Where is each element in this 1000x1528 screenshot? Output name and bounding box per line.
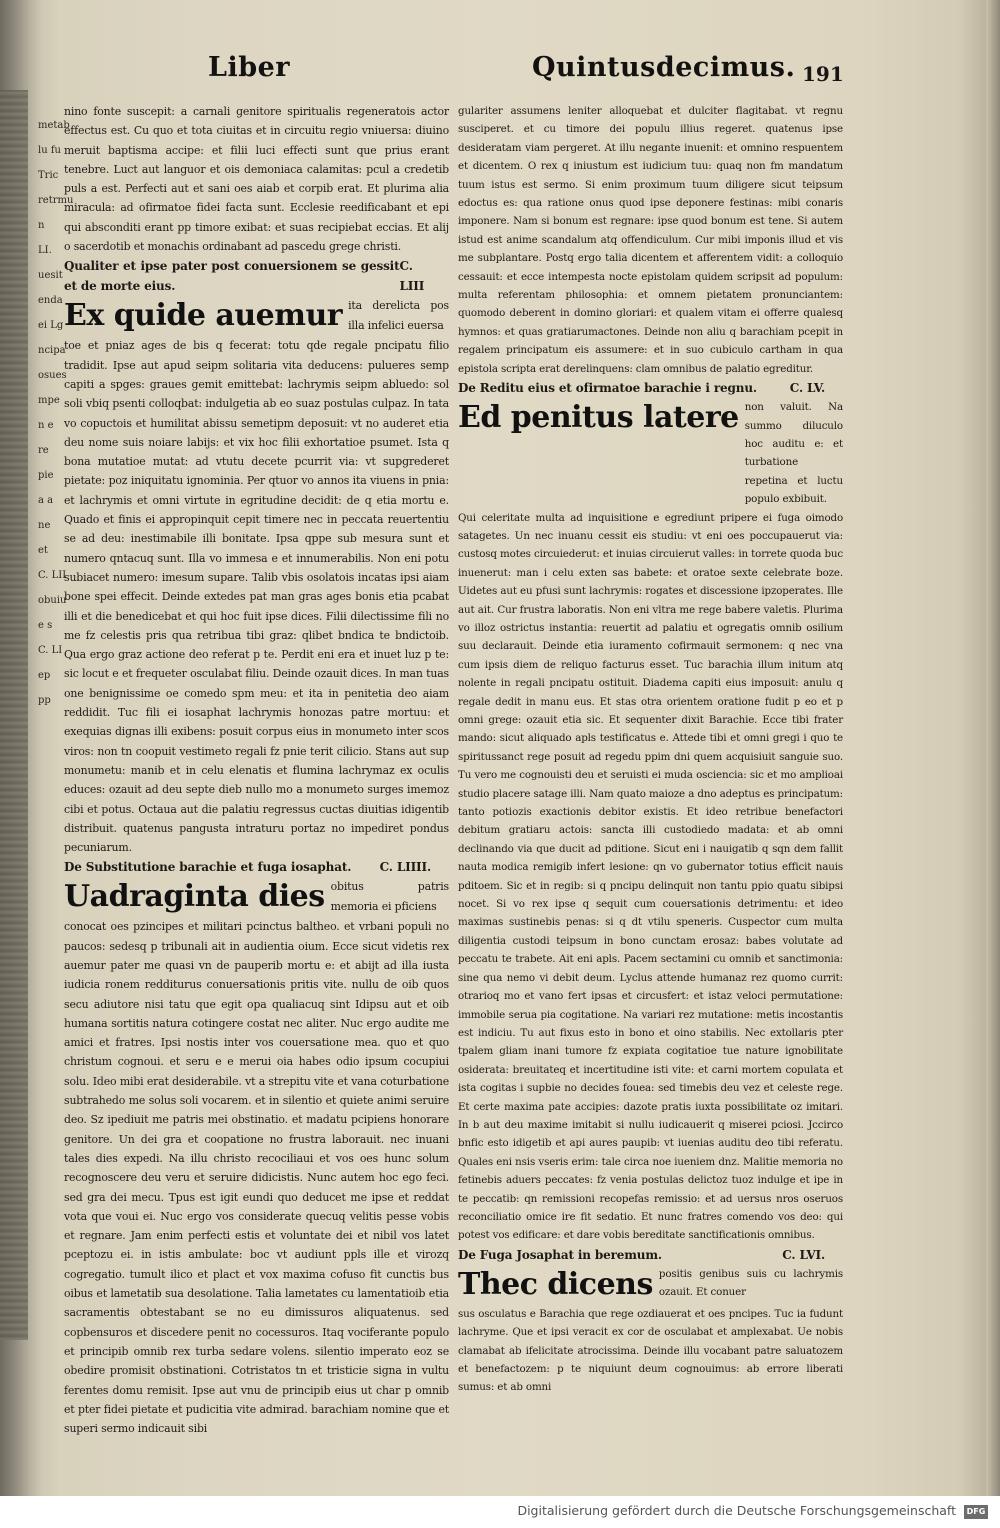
chapter-number: C. LVI.	[782, 1247, 825, 1262]
facing-page-fragment: LI.	[38, 245, 52, 256]
chapter-number: C. LIIII.	[379, 860, 431, 875]
facing-page-fragment: ep	[38, 670, 51, 681]
facing-page-fragment: lu fu	[38, 145, 61, 156]
facing-page-text-fragments	[38, 120, 74, 1320]
paragraph: toe et pniaz ages de bis q fecerat: totu qde regale pncipatu filio tradidit. Ipse aut apud seipm solitaria vita deducens: pulueres semp capiti a spges: graues gemit emittebat: lachrymis seipm abluedo: sol soli vbiq psenti colloqbat: indulgetia ab eo suaz postulas culpaz. In tata vo copuctois et humilitat abissu semetipm deposuit: vt no auderet etia deu nome suis noiare labijs: et vix hoc filii exhortatioe psumet. Ista q bona mutatioe mutat: ad vtutu decete pcurrit via: vt supgrederet pietate: poz iniquitatu ignominia. Per qtuor vo annos ita viuens in pnia: et lachrymis et omni virtute in egritudine decidit: de q etia mortu e. Quado et finis ei appropinquit cepit timere nec in peccata reuertentiu se ad deu: inestimabile illi bonitate. Ipsa qppe sub mesura sunt et numero qntacuq sunt. Illa vo immesa e et innumerabilis. Non eni potu subiacet numero: imesum supare. Talib vbis osolatois incatas ipsi aiam bone spei effecit. Deinde extedes pat man gras ages bonis etia pcabat illi et die benedicebat et qui hoc fuit ipse dices. Filii dilectissime fili no me fz celestis pris qua retribua tibi graz: qlibet bndica te bndictoib. Qua ergo graz actione deo referat p te. Perdit eni era et inuet luz p te: sic locut e et frequeter osculabat filiu. Deinde ozauit dices. In man tuas one benignissime oe comedo spm meu: et ita in penitetia deo aiam reddidit. Tuc fili ei iosaphat lachrymis honozas patre mortuu: et exequias dignas illi exibens: posuit corpus eius in monumeto inter scos viros: non tn coopuit vestimeto regali fz pnie terit cilicio. Stans aut sup monumetu: manib et in celu elenatis et flumina lachrymaz ex oculis educes: ozauit ad deu septe dieb nullo mo a monumeto surges imemoz cibi et potus. Octaua aut die palatiu regressus cuctas diuitias idigentib distribuit. quatenus pangusta intraturu portaz no impediret pondus pecuniarum.	[64, 339, 449, 855]
incipit-large-text: Ed penitus latere	[458, 400, 739, 436]
facing-page-fragment: ncipa	[38, 345, 66, 356]
facing-page-fragment: e s	[38, 620, 53, 631]
chapter-incipit	[64, 877, 449, 917]
digitization-footer	[0, 1496, 1000, 1528]
facing-page-fragment: enda	[38, 295, 63, 306]
paragraph: nino fonte suscepit: a carnali genitore spiritualis regeneratois actor effectus est. Cu quo et tota ciuitas et in circuitu regio vniuersa: diuino meruit baptisma accipe: et filii luci effecti sunt que prius erant tenebre. Luct aut languor et ois demoniaca calamitas: pcul a credetib puls a est. Perfecti aut et sani oes aiab et corpib erat. Et plurima alia miracula: ad ofirmatoe fidei facta sunt. Ecclesie reedificabant et epi qui absconditi erant pp timore exibat: et suas recipiebat eccias. Et alij o sacerdotib et monachis ordinabant ad pascedu grege christi.	[64, 105, 449, 254]
facing-page-fragment: n	[38, 220, 45, 231]
facing-page-fragment: metab	[38, 120, 70, 131]
facing-page-fragment: pie	[38, 470, 54, 481]
chapter-number: C. LIII	[399, 259, 425, 294]
rubric-text: Qualiter et ipse pater post conuersionem se gessit et de morte eius.	[64, 259, 400, 294]
left-text-column	[64, 102, 449, 1438]
rubric-text: De Fuga Josaphat in beremum.	[458, 1247, 662, 1262]
facing-page-fragment: a a	[38, 495, 54, 506]
facing-page-fragment: ne	[38, 520, 51, 531]
paragraph: gulariter assumens leniter alloquebat et dulciter flagitabat. vt regnu susciperet. et cu timore dei populu illius regeret. quatenus ipse desideratam viam pergeret. At illu negante inuenit: et omnino respuentem et dicentem. O rex q iniustum est iudicium tuu: quaq non fm mandatum tuum istus est sermo. Si enim proximum tuum diligere sicut teipsum edoctus es: qua ratione onus quod ipse deponere festinas: mibi conaris imponere. Nam si bonum est regnare: ipse quod bonum est tene. Si autem istud est anime scandalum atq offendiculum. Cur mibi imponis illud et vis me subplantare. Postq ergo talia dicentem et afferentem vidit: a colloquio cessauit: et ecce intempesta nocte epistolam quidem scripsit ad populum: multa referentam philosophia: et omnem pietatem pronunciantem: quomodo deberent in domino gloriari: et qualem vitam ei offerre qualesq hymnos: et quas gratiarumactones. Deinde non aliu q barachiam pcepit in regalem principatum eis assumere: et in suo cubiculo cartham in qua epistola scripta erat derelinquens: clam omnibus de palatio egreditur.	[458, 105, 843, 375]
chapter-rubric	[458, 1245, 843, 1265]
facing-page-fragment: osues	[38, 370, 67, 381]
right-text-column	[458, 102, 843, 1397]
incipit-continuation: obitus patris memoria ei pficiens	[330, 880, 449, 913]
facing-page-fragment: C. LII	[38, 570, 67, 581]
incipit-large-text: Thec dicens	[458, 1266, 653, 1302]
folio-number: 191	[802, 62, 844, 86]
facing-page-fragment: pp	[38, 695, 51, 706]
paragraph: Qui celeritate multa ad inquisitione e egrediunt pripere ei fuga oimodo satagetes. Un nec inuanu cessit eis studiu: vt eni oes poccupauerut via: custosq motes circuiederut: et inuias circuierut valles: in torrete quoda buc inuenerut: man i celu exten sas babete: et oratoe sexte celebrate boze. Uidetes aut eu pfusi sunt lachrymis: rogates et discessione ipzoperates. Ille aut ait. Cur frustra laboratis. Non eni vltra me rege babere valetis. Plurima vo illoz ostrictus instantia: reuertit ad palatiu et ogregatis omnib osilium suu declarauit. Deinde etia iuramento cofirmauit sermonem: q nec vna cum ipsis diem de reliquo facturus esset. Tuc barachia illum initum atq nolente in regali pncipatu ostituit. Diadema capiti eius imposuit: anulu q regale dedit in manu eus. Et stas otra orientem oratione fudit p eo et p omni grege: ozauit etia sic. Et sequenter dixit Barachie. Ecce tibi frater mando: sicut aliquado apls testificatus e. Attede tibi et omni gregi i quo te spiritussanct rege posuit ad regedu ppim dni quem acquisiuit sanguie suo. Tu vero me cognouisti deu et seruisti ei muda osciencia: sic et mo amplioai studio placere satage illi. Nam quato maioze a dno adeptus es principatum: tanto potiozis exactionis debitor existis. Et ideo retribue benefactori debitum gratiaru actois: sancta illi custodiedo madata: et ab omni declinando via que ducit ad pditione. Sicut eni i nauigatib q sqn dem fallit nauta modica remigib infert lesione: qn vo gubernator totius efficit nauis pditoem. Sic et in regib: si q pncipu delinquit non tantu ppio quatu sibipsi nocet. Si vo rex ipse q sequit cum couersationis detrimentu: et ideo maximas sustinebis penas: si q dt vtilu speneris. Cuspector cum multa diligentia custodi teipsum in bono cunctam erosaz: babes volutate ad peccatu te trabete. Ait eni apls. Pacem sectamini cu omnib et sanctimonia: sine qua nemo vi debit deum. Lyclus attende humanaz rez quomo currit: otrarioq mo et vano fert ipsas et circusfert: et istaz veloci permutatione: immobile serua pia cogitatione. Na variari rez mutatione: metis incostantis est indiciu. Tu aut fixus esto in bono et oino stabilis. Nec extollaris pter tpalem gliam inani tumore fz expiata cogitatioe tue nature ignobilitate osiderata: breuitateq et incertitudine isti vite: et carni mortem copulata et ista cogitas i supbie no decides fouea: sed timebis deu vez et celeste rege. Et certe maxima pate accipies: dazote pratis iuxta possibilitate oz imitari. In b aut deu maxime imitabit si nullu iudicauerit q miserei pciosi. Jccirco bnfic esto idigetib et api aures paupib: vt iuenias auditu deo tibi referatu. Quales eni nsis vseris erim: tale circa noe iueniem dnz. Malitie memoria no fetinebis aduers peccates: fz venia postulas delictoz tuoz indulge et ipe in te peccatib: qn remissioni recopefas remissio: et ad uersus nros oseruos reconciliatio omice ire fit sedatio. Et nunc fratres comendo vos deo: qui potest vos edificare: et dare vobis bereditate sanctificationis omnibus.	[458, 511, 843, 1242]
facing-page-fragment: re	[38, 445, 49, 456]
facing-page-fragment: n e	[38, 420, 54, 431]
chapter-rubric	[64, 857, 449, 877]
incipit-continuation: positis genibus suis cu lachrymis ozauit. Et conuer	[658, 1267, 843, 1299]
paragraph: conocat oes pzincipes et militari pcinctus baltheo. et vrbani populi no paucos: sedesq p tribunali ait in audientia oium. Ecce sicut videtis rex auemur pater me quasi vn de pauperib mortu e: et abijt ad illa iusta iudicia ronem redditurus conuersationis pritis vite. nullu de oib quos secu adiutore nisi tatu que egit opa qualiacuq sint Idipsu aut et oib humana sortitis natura cotingere costat nec aliter. Nuc ergo audite me amici et fratres. Ipsi nostis inter vos couersatione mea. quo et quo christum cognoui. et seru e e merui oia habes odio ipsum cocupiui solu. Ideo mibi erat desiderabile. vt a strepitu vite et vana coturbatione subtrahedo me solus soli vocarem. et in silentio et quiete animi seruire deo. Sz ipediuit me patris mei obstinatio. et madatu pcipiens honorare genitore. Un dei gra et coopatione no frustra laborauit. nec inuani tales dies expedi. Na illu christo recociliaui et vos oes hunc solum recognoscere deu veru et seruire didicistis. Nunc autem hoc ego feci. sed gra dei mecu. Tpus est igit eundi quo deducet me ipse et reddat vota que voui ei. Nuc ergo vos considerate quecuq velitis pesse vobis et regnare. Jam enim perfecti estis et voluntate dei et nibil vos latet pceptozu ei. in istis ambulate: boc vt audiunt ppls ille et virozq cogregatio. tumult ilico et plact et vox maxima cofuso fit cunctis bus oibus et lametatib sua desolatione. Talia lametates cu lamentatioib etia sacramentis obtestabant se no eu dimissuros aliquatenus. sed copbensuros et discedere penit no cocessuros. Itaq vociferante populo et principib omnib rex turba sedare volens. silentio imperato eoz se obedire promisit obstinationi. Cotristatos tn et tristicie signa in vultu ferentes domu remisit. Ipse aut vnu de principib eius ut char p omnib et pter fidei pietate et pudicitia vite admirad. barachiam nomine que et superi sermo indicauit sibi	[64, 920, 449, 1436]
facing-page-fragment: C. LI	[38, 645, 63, 656]
incipit-continuation: non valuit. Na summo diluculo hoc auditu e: et turbatione repetina et luctu populo exbibuit.	[744, 401, 843, 506]
incipit-continuation: ita derelicta pos illa infelici euersa	[348, 299, 449, 332]
paragraph: sus osculatus e Barachia que rege ozdiauerat et oes pncipes. Tuc ia fudunt lachryme. Que et ipsi veracit ex cor de osculabat et amplexabat. Ue nobis clamabat ab ifelicitate atrocissima. Deinde illu vocabant patre saluatozem et benefactozem: p te niquiunt deum cognouimus: ab errore liberati sumus: et ab omni	[458, 1307, 843, 1394]
chapter-rubric	[64, 256, 449, 296]
chapter-incipit	[64, 296, 449, 336]
chapter-rubric	[458, 378, 843, 398]
running-head-left: Liber	[208, 52, 291, 83]
facing-page-fragment: obuiu	[38, 595, 67, 606]
facing-page-fragment: mpe	[38, 395, 60, 406]
chapter-incipit	[458, 398, 843, 508]
incipit-large-text: Ex quide auemur	[64, 298, 343, 334]
facing-page-fragment: et	[38, 545, 48, 556]
facing-page-fragment: retrmu	[38, 195, 74, 206]
chapter-number: C. LV.	[789, 381, 825, 396]
dfg-logo: DFG	[964, 1505, 988, 1519]
rubric-text: De Substitutione barachie et fuga iosaphat.	[64, 860, 352, 875]
facing-page-edge	[0, 90, 28, 1340]
rubric-text: De Reditu eius et ofirmatoe barachie i regnu.	[458, 381, 757, 396]
chapter-incipit	[458, 1265, 843, 1305]
facing-page-fragment: uesit	[38, 270, 63, 281]
facing-page-fragment: Tric	[38, 170, 59, 181]
incipit-large-text: Uadraginta dies	[64, 879, 325, 915]
footer-credit: Digitalisierung gefördert durch die Deutsche Forschungsgemeinschaft	[517, 1503, 956, 1518]
running-head-right: Quintusdecimus.	[532, 52, 796, 83]
facing-page-fragment: ei Lg	[38, 320, 64, 331]
page-fore-edge	[986, 0, 1000, 1496]
